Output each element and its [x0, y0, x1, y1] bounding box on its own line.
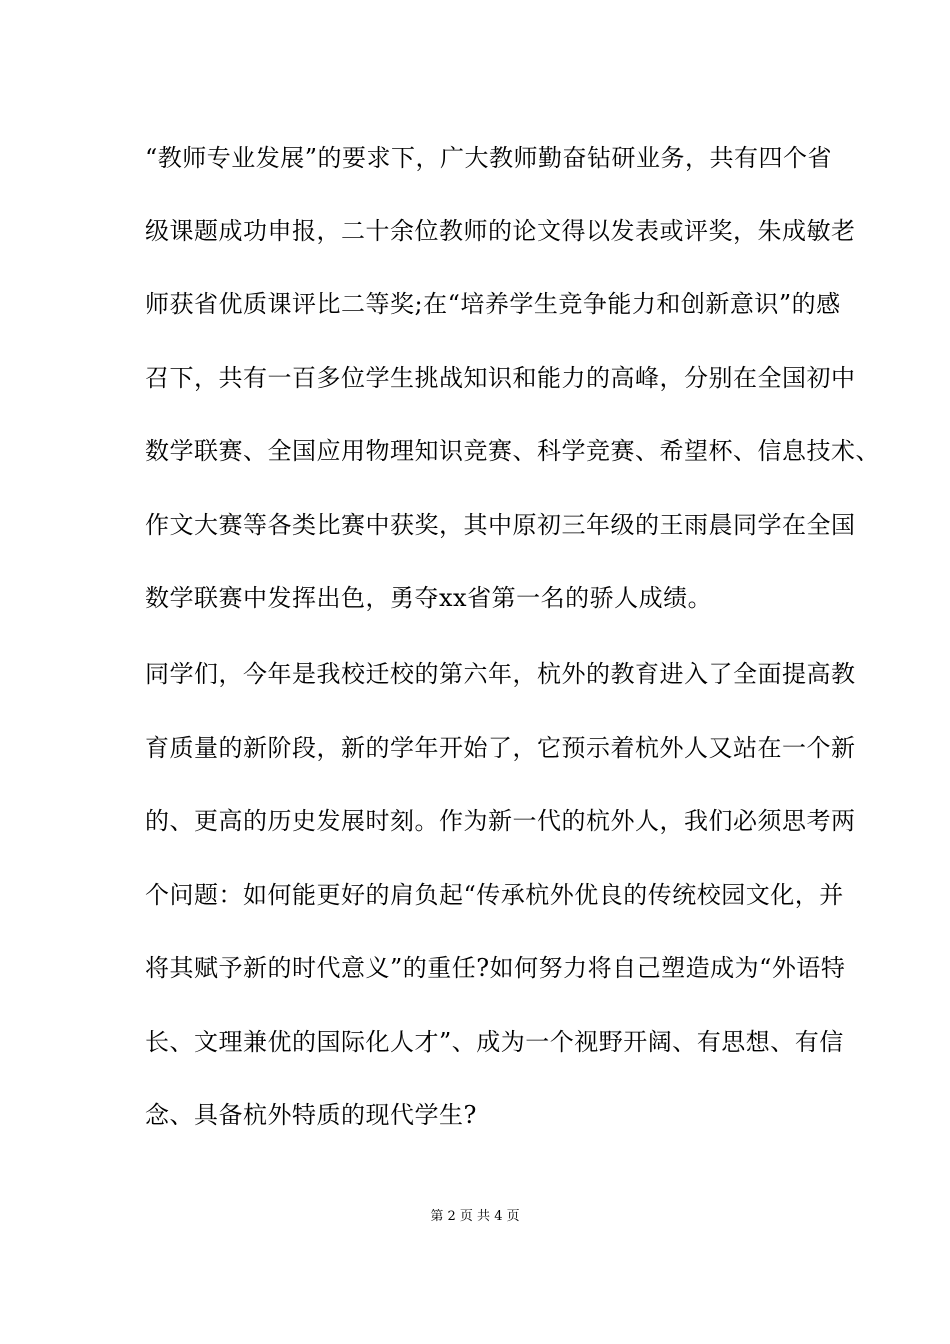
body-line: 个问题：如何能更好的肩负起“传承杭外优良的传统校园文化，并 — [145, 881, 844, 909]
body-line: 数学联赛、全国应用物理知识竞赛、科学竞赛、希望杯、信息技术、 — [145, 437, 880, 465]
body-line: 作文大赛等各类比赛中获奖，其中原初三年级的王雨晨同学在全国 — [145, 511, 856, 539]
body-line: 召下，共有一百多位学生挑战知识和能力的高峰，分别在全国初中 — [145, 364, 856, 392]
body-line: 同学们，今年是我校迁校的第六年，杭外的教育进入了全面提高教 — [145, 660, 856, 688]
page-number-footer: 第 2 页 共 4 页 — [430, 1209, 520, 1224]
body-line: 级课题成功申报，二十余位教师的论文得以发表或评奖，朱成敏老 — [145, 217, 856, 245]
body-line: 将其赋予新的时代意义”的重任?如何努力将自己塑造成为“外语特 — [145, 954, 846, 982]
body-line: 师获省优质课评比二等奖;在“培养学生竞争能力和创新意识”的感 — [145, 290, 841, 318]
body-line: 的、更高的历史发展时刻。作为新一代的杭外人，我们必须思考两 — [145, 807, 856, 835]
body-line: “教师专业发展”的要求下，广大教师勤奋钻研业务，共有四个省 — [145, 144, 833, 172]
body-line: 数学联赛中发挥出色，勇夺xx省第一名的骄人成绩。 — [145, 584, 713, 612]
body-line: 念、具备杭外特质的现代学生? — [145, 1101, 477, 1129]
body-line: 长、文理兼优的国际化人才”、成为一个视野开阔、有思想、有信 — [145, 1028, 844, 1056]
body-line: 育质量的新阶段，新的学年开始了，它预示着杭外人又站在一个新 — [145, 734, 856, 762]
